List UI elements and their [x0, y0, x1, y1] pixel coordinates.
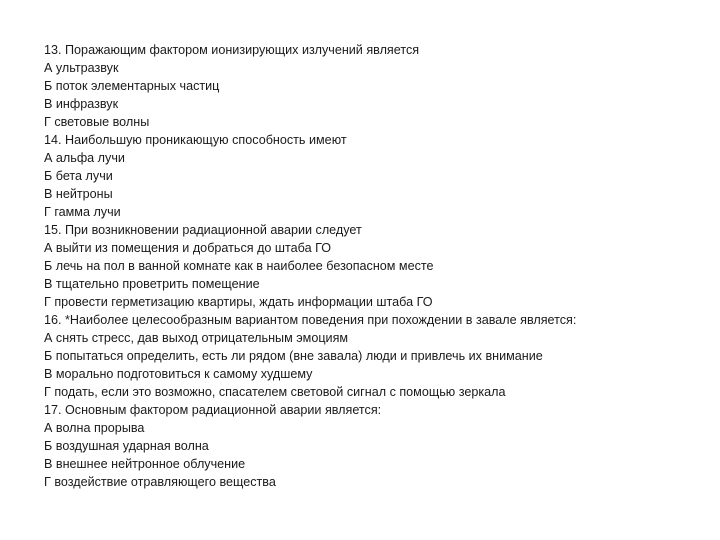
question-15-option-a: А выйти из помещения и добраться до штаба ГО	[44, 241, 331, 255]
question-17-stem: 17. Основным фактором радиационной аварии является:	[44, 403, 382, 417]
question-14-option-c: В нейтроны	[44, 187, 113, 201]
question-15-stem: 15. При возникновении радиационной аварии следует	[44, 223, 362, 237]
question-13-stem: 13. Поражающим фактором ионизирующих излучений является	[44, 43, 420, 57]
question-13-option-b: Б поток элементарных частиц	[44, 79, 220, 93]
question-13-option-c: В инфразвук	[44, 97, 119, 111]
question-15-option-c: В тщательно проветрить помещение	[44, 277, 260, 291]
question-15-option-b: Б лечь на пол в ванной комнате как в наиболее безопасном месте	[44, 259, 434, 273]
question-16-stem: 16. *Наиболее целесообразным вариантом поведения при похождении в завале является:	[44, 313, 577, 327]
question-14-option-d: Г гамма лучи	[44, 205, 121, 219]
question-14-option-a: А альфа лучи	[44, 151, 125, 165]
question-17-option-c: В внешнее нейтронное облучение	[44, 457, 246, 471]
question-16-option-d: Г подать, если это возможно, спасателем световой сигнал с помощью зеркала	[44, 385, 506, 399]
question-17-option-d: Г воздействие отравляющего вещества	[44, 475, 276, 489]
question-13-option-d: Г световые волны	[44, 115, 150, 129]
question-14-stem: 14. Наибольшую проникающую способность имеют	[44, 133, 347, 147]
question-17-option-b: Б воздушная ударная волна	[44, 439, 209, 453]
question-13-option-a: А ультразвук	[44, 61, 119, 75]
question-list	[44, 41, 704, 491]
question-17-option-a: А волна прорыва	[44, 421, 145, 435]
question-15-option-d: Г провести герметизацию квартиры, ждать информации штаба ГО	[44, 295, 433, 309]
question-16-option-a: А снять стресс, дав выход отрицательным эмоциям	[44, 331, 349, 345]
question-16-option-c: В морально подготовиться к самому худшему	[44, 367, 313, 381]
question-16-option-b: Б попытаться определить, есть ли рядом (вне завала) люди и привлечь их внимание	[44, 349, 543, 363]
question-14-option-b: Б бета лучи	[44, 169, 113, 183]
